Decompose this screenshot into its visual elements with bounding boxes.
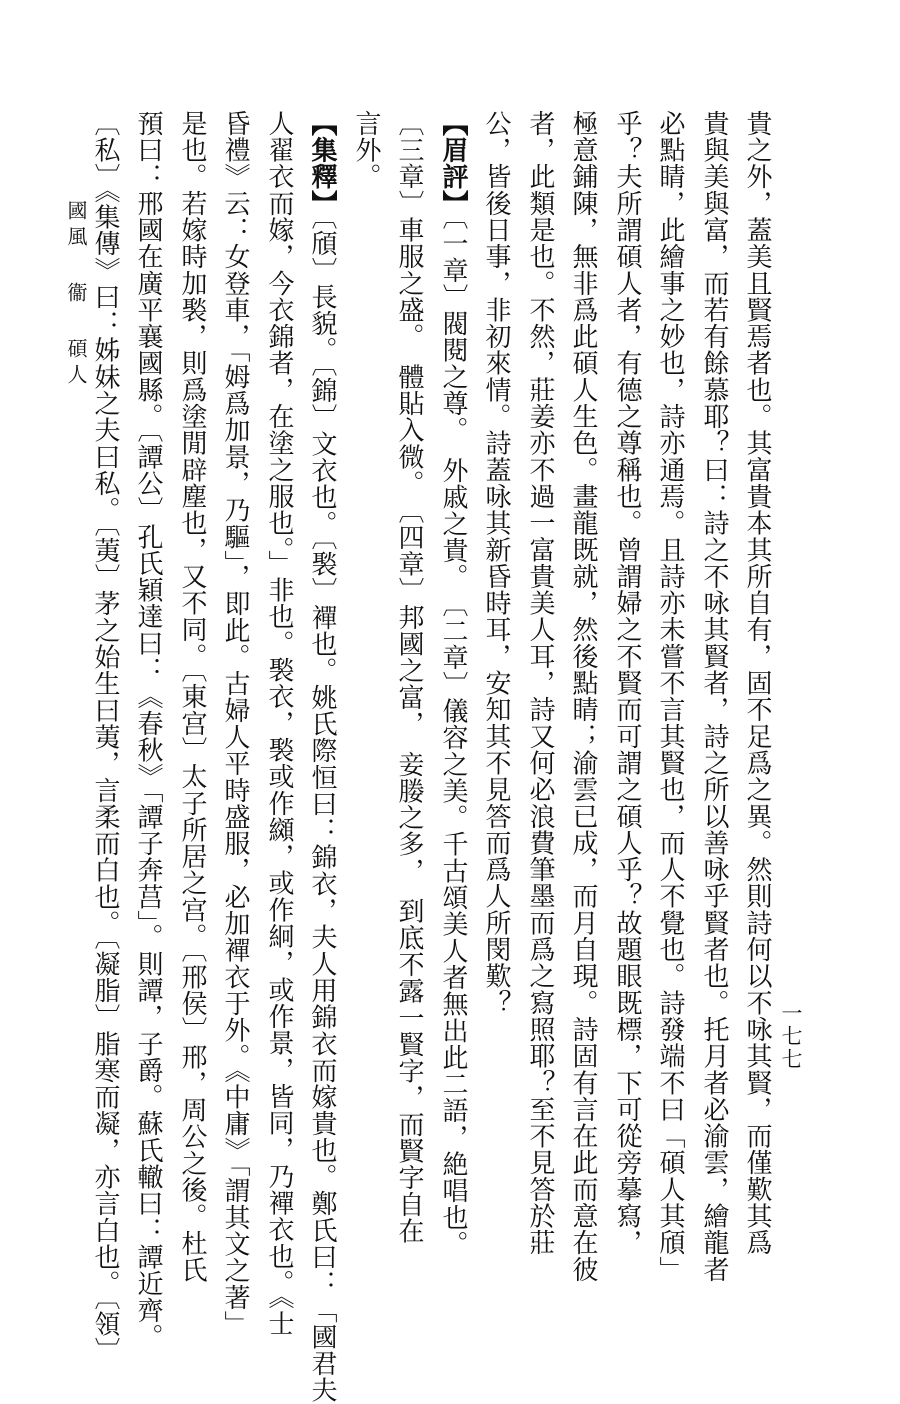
- collected-notes-column: [307, 110, 337, 1404]
- text-column-6: 者，此類是也。不然，莊姜亦不過一富貴美人耳，詩又何必浪費筆墨而爲之寫照耶？至不見答於莊: [525, 110, 555, 1256]
- page-number: 一七七: [779, 1002, 803, 1071]
- text-column-16: 〔私〕《集傳》曰：姊妹之夫曰私。〔荑〕茅之始生曰荑，言柔而白也。〔凝脂〕脂寒而凝，亦言白也。〔領〕: [90, 110, 120, 1364]
- text-column-4: 乎？夫所謂碩人者，有德之尊稱也。曾謂婦之不賢而可謂之碩人乎？故題眼既標，下可從旁摹寫，: [612, 110, 642, 1256]
- running-head: 國風 衞 碩人: [64, 200, 88, 390]
- text-column-13: 昏禮》云：女登車，「姆爲加景，乃驅」，即此。古婦人平時盛服，必加襌衣于外。《中庸》「謂其文之著」: [220, 110, 250, 1338]
- text-column-15: 預曰：邢國在廣平襄國縣。〔譚公〕孔氏穎達曰：《春秋》「譚子奔莒」。則譚，子爵。蘇氏轍曰：譚近齊。: [133, 110, 163, 1351]
- text-column-1: 貴之外，蓋美且賢焉者也。其富貴本其所自有，固不足爲之異。然則詩何以不咏其賢，而僅歎其爲: [742, 110, 772, 1256]
- text-column-14: 是也。若嫁時加褧，則爲塗閒辟塵也，又不同。〔東宫〕太子所居之宫。〔邢侯〕邢，周公之後。杜氏: [177, 110, 207, 1284]
- collected-notes-label: 【集釋】: [307, 110, 337, 217]
- text-column-3: 必點睛，此繪事之妙也，詩亦通焉。且詩亦未嘗不言其賢也，而人不覺也。詩發端不曰「碩人其頎」: [655, 110, 685, 1283]
- eyebrow-commentary-column: [438, 110, 468, 1258]
- text-column-9: 〔三章〕車服之盛。 體貼入微。 〔四章〕邦國之富， 妾媵之多， 到底不露一賢字，而賢字自在: [394, 110, 424, 1245]
- collected-notes-text: 〔頎〕長貌。〔錦〕文衣也。〔褧〕襌也。姚氏際恒曰：錦衣，夫人用錦衣而嫁貴也。鄭氏曰：「國君夫: [307, 216, 337, 1404]
- text-column-10: 言外。: [351, 110, 381, 190]
- text-column-7: 公，皆後日事，非初來情。詩蓋咏其新昏時耳，安知其不見答而爲人所閔歎？: [481, 110, 511, 1017]
- text-column-2: 貴與美與富，而若有餘慕耶？曰：詩之不咏其賢者，詩之所以善咏乎賢者也。托月者必渝雲，繪龍者: [699, 110, 729, 1283]
- eyebrow-commentary-label: 【眉評】: [438, 110, 468, 217]
- text-column-12: 人翟衣而嫁，今衣錦者，在塗之服也。」非也。褧衣，褧或作纐，或作絅，或作景，皆同，乃襌衣也。《士: [264, 110, 294, 1337]
- text-column-5: 極意鋪陳，無非爲此碩人生色。畫龍既就，然後點睛；渝雲已成，而月自現。詩固有言在此而意在彼: [568, 110, 598, 1283]
- eyebrow-commentary-text: 〔一章〕閥閱之尊。 外戚之貴。 〔二章〕儀容之美。千古頌美人者無出此二語，絶唱也。: [438, 216, 468, 1258]
